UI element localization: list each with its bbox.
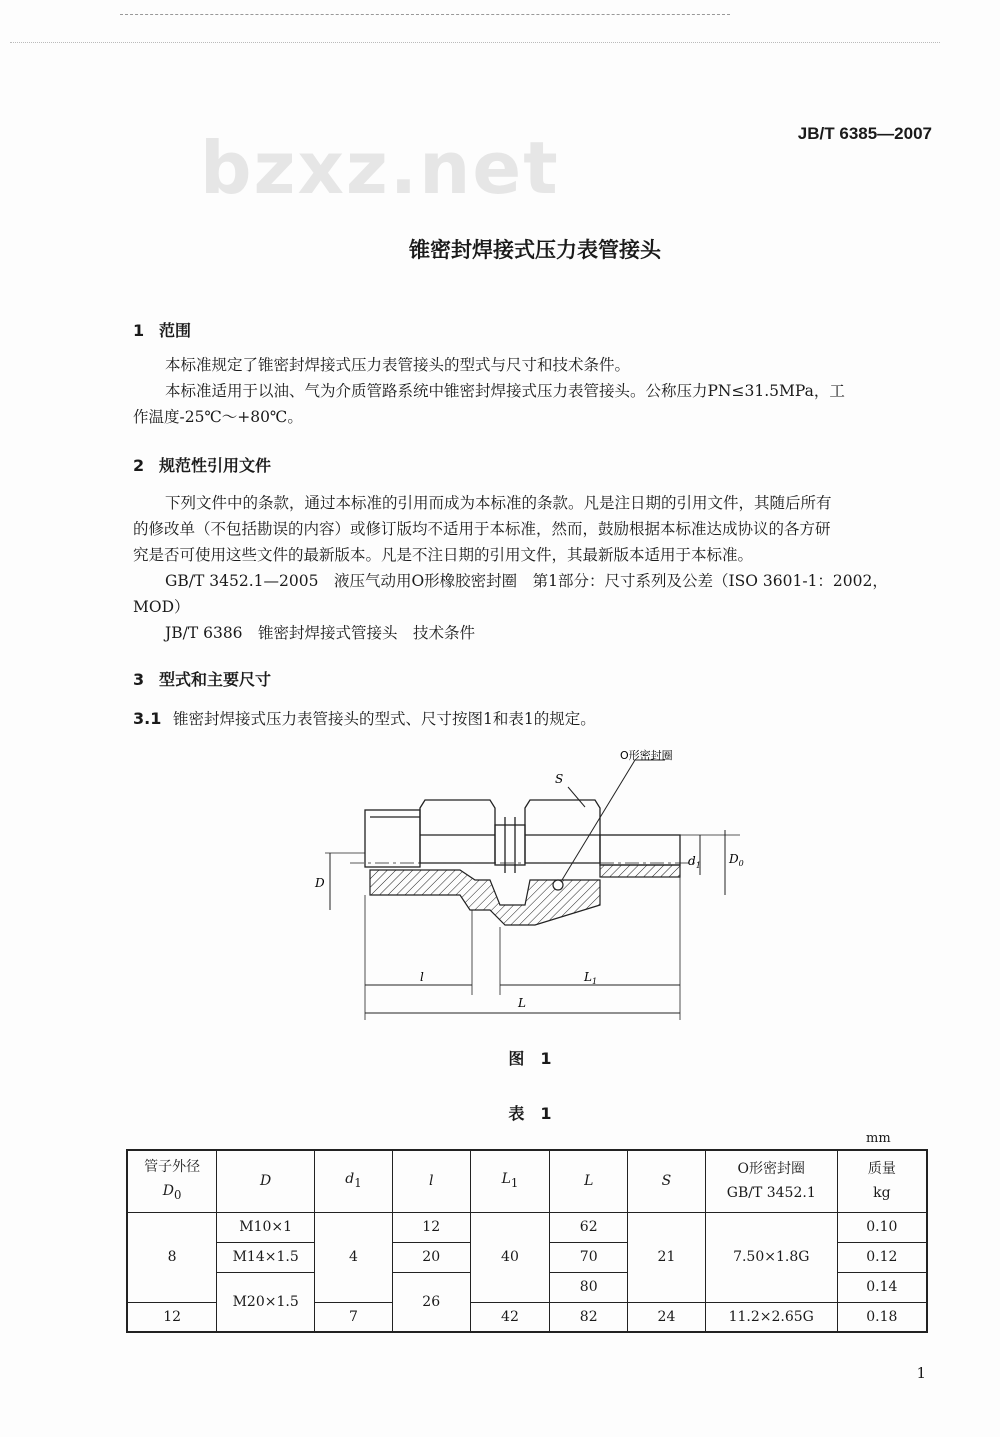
table-cell: 40 bbox=[470, 1212, 550, 1302]
paragraph-line: 究是否可使用这些文件的最新版本。凡是不注日期的引用文件，其最新版本适用于本标准。 bbox=[133, 546, 754, 564]
table-cell: 12 bbox=[392, 1212, 470, 1242]
table-cell: 0.18 bbox=[837, 1302, 927, 1332]
table-row bbox=[127, 1212, 927, 1242]
table-cell: 12 bbox=[127, 1302, 217, 1332]
weld-body-outline bbox=[365, 810, 420, 867]
reference-line: MOD） bbox=[133, 598, 190, 616]
right-nut bbox=[525, 800, 600, 863]
left-nut bbox=[420, 800, 495, 863]
standard-number: JB/T 6385—2007 bbox=[797, 124, 932, 143]
s-label: S bbox=[555, 772, 564, 786]
header-cell: $L_1$ bbox=[470, 1150, 550, 1212]
table-cell: 70 bbox=[550, 1242, 628, 1272]
section-number: 2 bbox=[133, 456, 145, 475]
subsection-text: 锥密封焊接式压力表管接头的型式、尺寸按图1和表1的规定。 bbox=[173, 710, 596, 728]
section-title: 规范性引用文件 bbox=[159, 456, 272, 475]
section-1-body bbox=[133, 352, 933, 430]
header-cell: D bbox=[217, 1150, 315, 1212]
table-cell: 62 bbox=[550, 1212, 628, 1242]
seal-label: O形密封圈 bbox=[620, 749, 673, 762]
header-cell: L bbox=[550, 1150, 628, 1212]
table-cell: 82 bbox=[550, 1302, 628, 1332]
table-cell: M10×1 bbox=[217, 1212, 315, 1242]
header-cell: O形密封圈 GB/T 3452.1 bbox=[705, 1150, 837, 1212]
section-title: 型式和主要尺寸 bbox=[159, 670, 272, 689]
table-header-row bbox=[127, 1150, 927, 1212]
section-number: 1 bbox=[133, 321, 145, 340]
fitting-drawing bbox=[300, 745, 770, 1025]
table-cell: 0.14 bbox=[837, 1272, 927, 1302]
paragraph-line: 下列文件中的条款，通过本标准的引用而成为本标准的条款。凡是注日期的引用文件，其随后所有 bbox=[165, 494, 832, 512]
figure-caption: 图 1 bbox=[508, 1049, 552, 1068]
section-title: 范围 bbox=[159, 321, 192, 340]
subsection-3-1 bbox=[133, 707, 596, 729]
section-2-body bbox=[133, 490, 933, 646]
paragraph-line: 本标准适用于以油、气为介质管路系统中锥密封焊接式压力表管接头。公称压力PN≤31.5MPa，工 bbox=[165, 382, 845, 400]
dimension-table bbox=[126, 1149, 928, 1333]
l-label: l bbox=[420, 970, 424, 984]
table-caption: 表 1 bbox=[508, 1104, 552, 1123]
table-cell: 80 bbox=[550, 1272, 628, 1302]
table-cell: M20×1.5 bbox=[217, 1272, 315, 1332]
section-1-heading bbox=[133, 318, 191, 341]
d1-label: $d_1$ bbox=[688, 854, 701, 870]
pipe-right bbox=[600, 835, 680, 865]
table-cell: 20 bbox=[392, 1242, 470, 1272]
table-cell: 0.10 bbox=[837, 1212, 927, 1242]
table-cell: 8 bbox=[127, 1212, 217, 1302]
header-cell: S bbox=[628, 1150, 706, 1212]
table-cell: 4 bbox=[315, 1212, 393, 1302]
table-cell: 42 bbox=[470, 1302, 550, 1332]
section-number: 3 bbox=[133, 670, 145, 689]
table-cell: 24 bbox=[628, 1302, 706, 1332]
reference-line: GB/T 3452.1—2005 液压气动用O形橡胶密封圈 第1部分：尺寸系列及公差（ISO 3601-1：2002， bbox=[165, 572, 888, 590]
paragraph-line: 的修改单（不包括勘误的内容）或修订版均不适用于本标准，然而，鼓励根据本标准达成协议的各方研 bbox=[133, 520, 831, 538]
section-hatching bbox=[370, 870, 600, 925]
o-ring-section bbox=[553, 880, 563, 890]
table-cell: M14×1.5 bbox=[217, 1242, 315, 1272]
scan-artifact-line bbox=[10, 42, 940, 43]
document-title: 锥密封焊接式压力表管接头 bbox=[409, 238, 661, 262]
table-unit: mm bbox=[866, 1131, 891, 1146]
table-cell: 21 bbox=[628, 1212, 706, 1302]
header-cell: l bbox=[392, 1150, 470, 1212]
table-cell: 11.2×2.65G bbox=[705, 1302, 837, 1332]
reference-line: JB/T 6386 锥密封焊接式管接头 技术条件 bbox=[165, 624, 476, 642]
table-cell: 7.50×1.8G bbox=[705, 1212, 837, 1302]
d-label: D bbox=[315, 876, 325, 890]
table-cell: 0.12 bbox=[837, 1242, 927, 1272]
scan-artifact-line bbox=[120, 14, 730, 15]
l1-label: $L_1$ bbox=[584, 970, 598, 986]
paragraph-line: 作温度-25℃～+80℃。 bbox=[133, 408, 303, 426]
subsection-number: 3.1 bbox=[133, 709, 162, 728]
d0-label: $D_0$ bbox=[729, 852, 744, 868]
header-cell: $d_1$ bbox=[315, 1150, 393, 1212]
watermark: bzxz.net bbox=[200, 126, 560, 210]
header-cell: 管子外径 $D_0$ bbox=[127, 1150, 217, 1212]
table-cell: 26 bbox=[392, 1272, 470, 1332]
total-l-label: L bbox=[518, 996, 526, 1010]
table-cell: 7 bbox=[315, 1302, 393, 1332]
section-3-heading bbox=[133, 667, 271, 690]
paragraph-line: 本标准规定了锥密封焊接式压力表管接头的型式与尺寸和技术条件。 bbox=[165, 356, 631, 374]
header-cell: 质量 kg bbox=[837, 1150, 927, 1212]
page-number: 1 bbox=[916, 1364, 926, 1382]
section-2-heading bbox=[133, 453, 271, 476]
